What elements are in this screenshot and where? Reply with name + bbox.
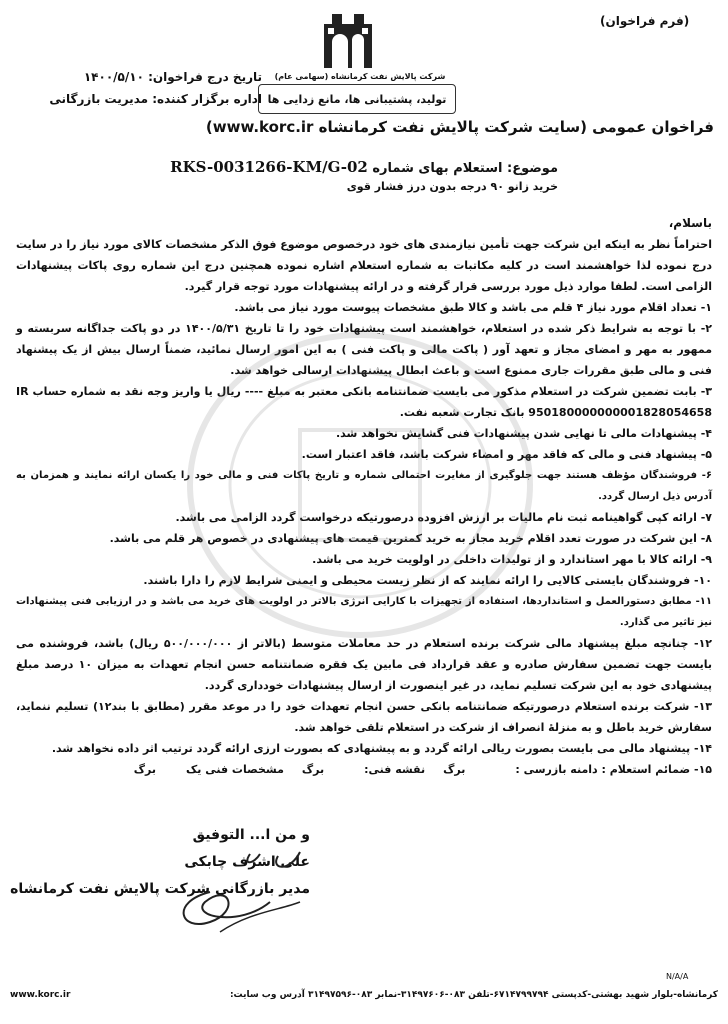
condition-item: ۵- پیشنهاد فنی و مالی که فاقد مهر و امضاء شرکت باشد، فاقد اعتبار است. — [301, 448, 712, 461]
form-label: (فرم فراخوان) — [600, 14, 690, 28]
attachments-line — [16, 759, 712, 780]
publish-date: تاریخ درج فراخوان: ۱۴۰۰/۵/۱۰ — [83, 70, 262, 84]
footer-website-link[interactable]: www.korc.ir — [10, 990, 71, 1000]
subject-line — [170, 158, 558, 176]
subject-item: خرید زانو ۹۰ درجه بدون درز فشار قوی — [346, 180, 558, 193]
condition-item: ۸- این شرکت در صورت تعدد اقلام خرید مجاز به خرید کمترین قیمت های پیشنهادی در خصوص هر قلم می باشد. — [109, 532, 712, 545]
condition-item: ۳- بابت تضمین شرکت در استعلام مذکور می بایست ضمانتنامه بانکی معتبر به مبلغ ---- ریال یا واریز وجه نقد به شماره حساب IR 950180000000001828054658 بانک تجارت شعبه نفت. — [16, 385, 712, 419]
condition-item: ۱۳- شرکت برنده استعلام درصورتیکه ضمانتنامه بانکی حسن انجام تعهدات خود را در موعد مقرر (مطابق با بند۱۲) تسلیم ننماید، سفارش خرید باطل و به منزلهٔ انصراف از شرکت در استعلام تلقی خواهد شد. — [16, 700, 712, 734]
attachments-col: برگ — [133, 763, 157, 776]
attachments-col: نقشه فنی: — [364, 763, 426, 776]
footer-address: کرمانشاه-بلوار شهید بهشتی-کدپستی ۶۷۱۴۷۹۹۷۹۴-تلفن ۰۸۳-۳۱۴۹۷۶۰۶-نمابر ۰۸۳-۳۱۴۹۷۵۹۶ آدرس وب سایت: — [229, 990, 718, 1000]
attachments-col: برگ — [443, 763, 466, 776]
closing-line: و من ا... التوفیق — [192, 827, 310, 843]
condition-item: ۱۲- چنانچه مبلغ پیشنهاد مالی شرکت برنده استعلام در حد معاملات متوسط (بالاتر از ۵۰۰/۰۰۰/۰۰۰ ریال) باشد، فروشنده می بایست جهت تضمین سفارش صادره و عقد قرارداد فی مابین یک فقره ضمانتنامه حسن انجام تعهدات به میزان ۱۰ درصد مبلغ پیشنهادی خود به این شرکت تسلیم نماید، در غیر اینصورت از ارسال پیشنهادات خودداری گردد. — [16, 637, 712, 692]
inquiry-code: RKS-0031266-KM/G-02 — [170, 158, 368, 176]
tagline: تولید، پشتیبانی ها، مانع زدایی ها — [267, 92, 447, 106]
signer-name: علی اشرف چابکی — [184, 854, 310, 870]
condition-item: ۱- تعداد اقلام مورد نیاز ۴ قلم می باشد و کالا طبق مشخصات پیوست مورد نیاز می باشد. — [234, 301, 712, 314]
condition-item: ۶- فروشندگان مؤظف هستند جهت جلوگیری از مغایرت احتمالی شماره و تاریخ پاکات فنی و مالی خود را یکسان ارائه نمایند و همزمان به آدرس ذیل ارسال گردد. — [16, 470, 712, 502]
condition-item: ۱۰- فروشندگان بایستی کالایی را ارائه نمایند که از نظر زیست محیطی و ایمنی شرایط لازم را دارا باشند. — [143, 574, 712, 587]
reference-code: N/A/A — [666, 972, 689, 981]
condition-item: ۴- پیشنهادات مالی تا نهایی شدن پیشنهادات فنی گشایش نخواهد شد. — [336, 427, 712, 440]
attachments-col: برگ — [301, 763, 325, 776]
attachments-label: ۱۵- ضمائم استعلام : دامنه بازرسی : — [515, 763, 712, 776]
condition-item: ۱۱- مطابق دستورالعمل و استانداردها، استفاده از تجهیزات با کارایی انرژی بالاتر در اولویت های خرید می باشد و در ارزیابی فنی پیشنهادات نیز تاثیر می گذارد. — [16, 596, 712, 628]
organizer: اداره برگزار کننده: مدیریت بازرگانی — [49, 92, 262, 106]
condition-item: ۲- با توجه به شرایط ذکر شده در استعلام، خواهشمند است پیشنهادات خود را تا تاریخ ۱۴۰۰/۵/۳۱ در دو پاکت جداگانه سربسته و ممهور به مهر و امضای مجاز و تعهد آور ( پاکت مالی و پاکت فنی ) به این امور ارسال نمائید، ضمناً ارسال بیش از یک پیشنهاد فنی و مالی طبق مقررات جاری ممنوع است و باعث ابطال پیشنهادات ارسالی خواهد شد. — [16, 322, 712, 377]
company-name: شرکت پالایش نفت کرمانشاه (سهامی عام) — [274, 72, 446, 81]
condition-item: ۱۴- پیشنهاد مالی می بایست بصورت ریالی ارائه گردد و به پیشنهادی که بصورت ارزی ارائه گردد ترتیب اثر داده نخواهد شد. — [51, 742, 712, 755]
condition-item: ۷- ارائه کپی گواهینامه ثبت نام مالیات بر ارزش افزوده درصورتیکه درخواست گردد الزامی می باشد. — [175, 511, 712, 524]
greeting: باسلام، — [668, 216, 712, 230]
condition-item: ۹- ارائه کالا با مهر استاندارد و از تولیدات داخلی در اولویت خرید می باشد. — [312, 553, 712, 566]
handwritten-signature-icon — [150, 842, 350, 942]
footer — [10, 990, 718, 1000]
company-logo-icon — [318, 10, 378, 70]
page-title: فراخوان عمومی (سایت شرکت پالایش نفت کرمانشاه www.korc.ir) — [205, 118, 714, 136]
stamp-watermark-icon — [180, 320, 540, 650]
attachments-col: مشخصات فنی یک — [186, 763, 284, 776]
subject-label: موضوع: استعلام بهای شماره — [372, 161, 558, 176]
tagline-box — [258, 84, 456, 114]
signer-title: مدیر بازرگانی شرکت پالایش نفت کرمانشاه — [10, 881, 310, 897]
intro-paragraph: احتراماً نظر به اینکه این شرکت جهت تأمین نیازمندی های خود درخصوص موضوع فوق الذکر مشخصات کالای مورد نیاز را در سایت درج نموده لذا خواهشمند است در کلیه مکاتبات به شماره استعلام اشاره نموده همچنین درج این شماره روی پاکات پیشنهادات الزامی است. لطفا موارد ذیل مورد بررسی قرار گرفته و در ارائه پیشنهادات مورد توجه قرار گیرد. — [16, 238, 712, 293]
